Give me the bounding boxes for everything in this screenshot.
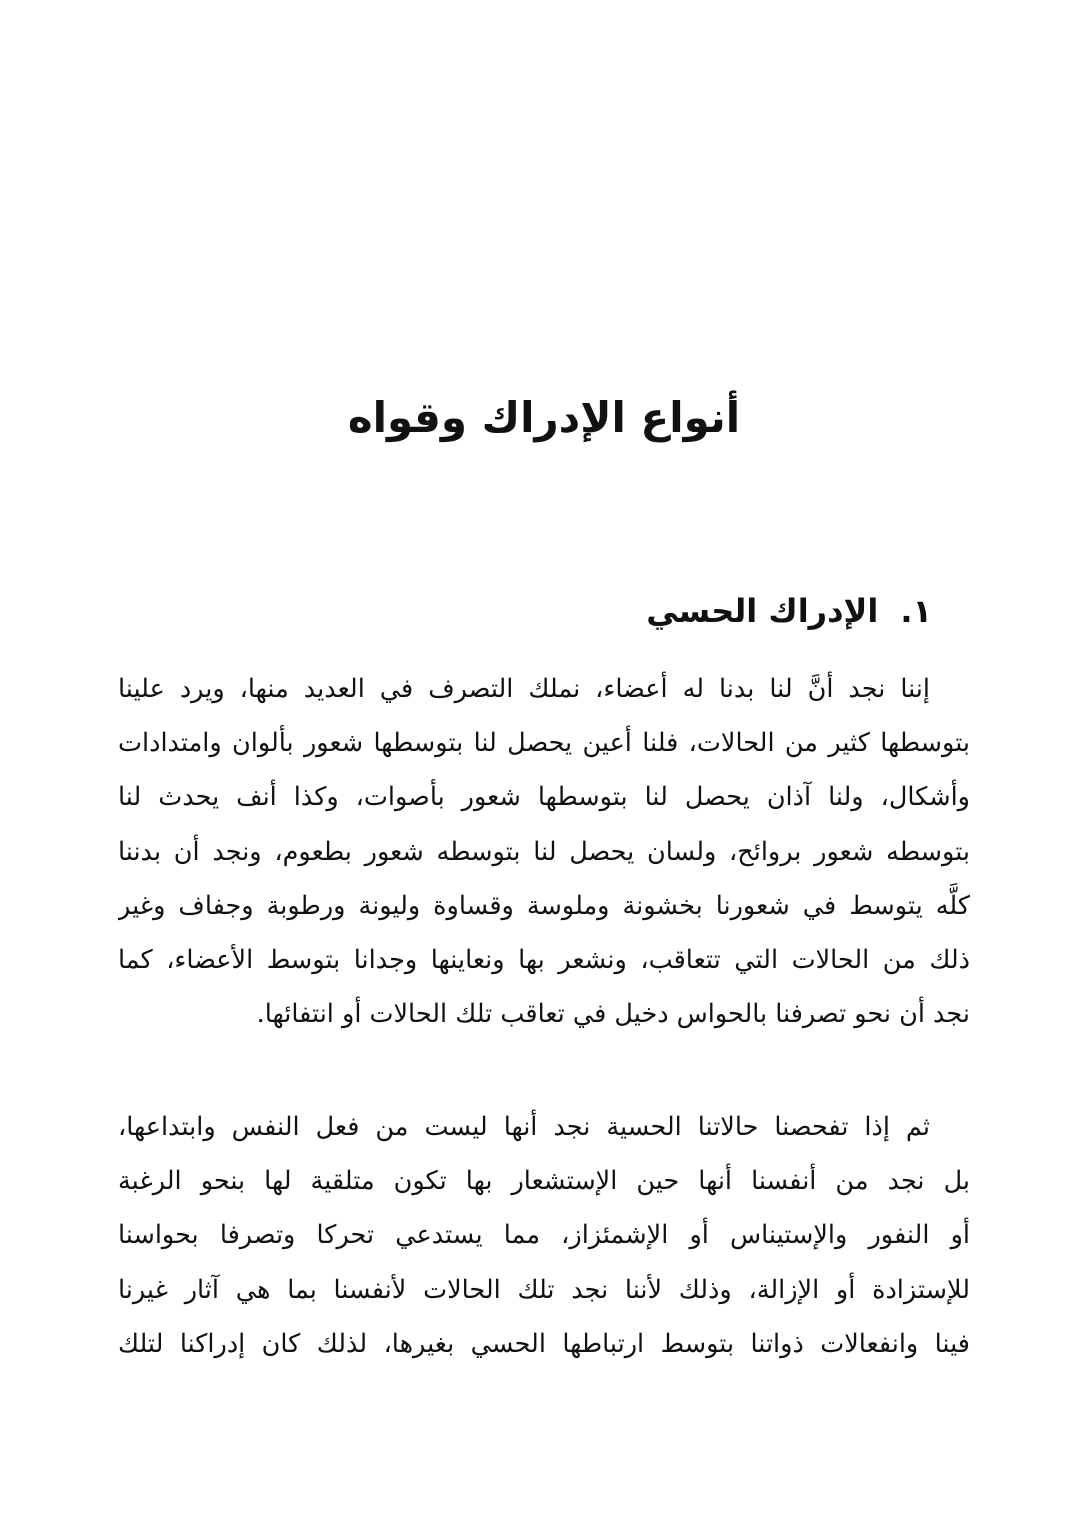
paragraph-line: بتوسطها كثير من الحالات، فلنا أعين يحصل لنا بتوسطها شعور بألوان وامتدادات xyxy=(118,728,970,759)
paragraph-line: ثم إذا تفحصنا حالاتنا الحسية نجد أنها ليست من فعل النفس وابتداعها، xyxy=(118,1112,930,1142)
paragraph-2 xyxy=(118,1100,970,1371)
paragraph-line: بتوسطه شعور بروائح، ولسان يحصل لنا بتوسطه شعور بطعوم، ونجد أن بدننا xyxy=(118,836,970,867)
section-title: الإدراك الحسي xyxy=(646,592,879,630)
paragraph-line: إننا نجد أنَّ لنا بدنا له أعضاء، نملك التصرف في العديد منها، ويرد علينا xyxy=(118,674,930,704)
paragraph-line: ذلك من الحالات التي تتعاقب، ونشعر بها ونعاينها وجدانا بتوسط الأعضاء، كما xyxy=(118,945,970,976)
paragraph-line: نجد أن نحو تصرفنا بالحواس دخيل في تعاقب تلك الحالات أو انتفائها. xyxy=(256,999,970,1030)
section-number: ١. xyxy=(900,592,932,630)
section-heading xyxy=(646,586,932,636)
paragraph-line: بل نجد من أنفسنا أنها حين الإستشعار بها تكون متلقية لها بنحو الرغبة xyxy=(118,1166,970,1197)
paragraph-line: أو النفور والإستيناس أو الإشمئزاز، مما يستدعي تحركا وتصرفا بحواسنا xyxy=(118,1220,970,1251)
paragraph-line: وأشكال، ولنا آذان يحصل لنا بتوسطها شعور بأصوات، وكذا أنف يحدث لنا xyxy=(118,782,970,813)
paragraph-line: فينا وانفعالات ذواتنا بتوسط ارتباطها الحسي بغيرها، لذلك كان إدراكنا لتلك xyxy=(118,1328,970,1359)
paragraph-line: للإستزادة أو الإزالة، وذلك لأننا نجد تلك الحالات لأنفسنا بما هي آثار غيرنا xyxy=(118,1274,970,1305)
paragraph-1 xyxy=(118,662,970,1041)
paragraph-line: كلَّه يتوسط في شعورنا بخشونة وملوسة وقساوة وليونة ورطوبة وجفاف وغير xyxy=(118,890,970,921)
chapter-title: أنواع الإدراك وقواه xyxy=(347,393,741,442)
